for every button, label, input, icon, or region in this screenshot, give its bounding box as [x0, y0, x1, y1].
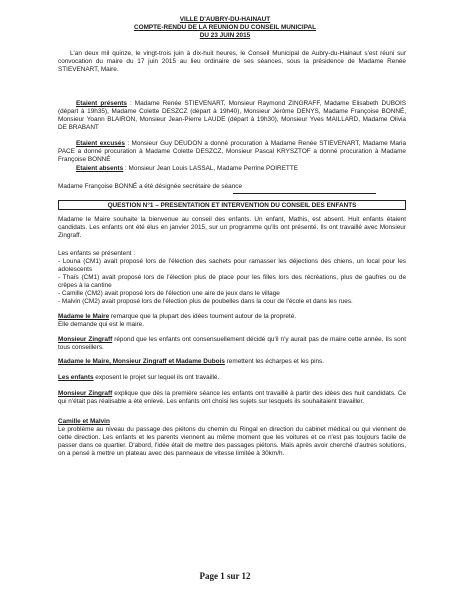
- maire-text: remarque que la plupart des idées tournent autour de la propreté.: [109, 313, 297, 320]
- children-list-intro: Les enfants se présentent :: [58, 250, 136, 257]
- present-label: Etaient présents: [76, 100, 127, 107]
- maire-paragraph: [58, 313, 406, 321]
- trio-text: remettent les écharpes et les pins.: [224, 358, 325, 365]
- children-project-paragraph: [58, 374, 406, 382]
- section-divider: [233, 193, 376, 194]
- zingraff2-label: Monsieur Zingraff: [58, 390, 113, 397]
- meeting-date: DU 23 JUIN 2015: [199, 32, 251, 39]
- zingraff-paragraph: [58, 336, 406, 352]
- excused-text: : Monsieur Guy DEUDON a donné procuration à Madame Renée STIEVENART, Madame Maria PACE a donné procuration à Madame Colette DESZCZ, Monsieur Pascal KRYSZTOF a donné procuration à Madame Françoise BONNÉ: [58, 140, 406, 164]
- sashes-paragraph: [58, 358, 406, 366]
- maire-question: Elle demande qui est le maire.: [58, 321, 144, 328]
- page-number: Page 1 sur 12: [199, 571, 251, 581]
- question-title: QUESTION N°1 – PRESENTATION ET INTERVENTION DU CONSEIL DES ENFANTS: [107, 202, 357, 209]
- report-title: COMPTE-RENDU DE LA REUNION DU CONSEIL MUNICIPAL: [133, 24, 317, 31]
- list-item: - Malvin (CM2) avait proposé lors de l'élection plus de poubelles dans la cour de l'école et dans les rues.: [58, 298, 353, 305]
- maire-label: Madame le Maire: [58, 313, 110, 320]
- question-title-box: [58, 200, 406, 210]
- enfants-text: exposent le projet sur lequel ils ont travaillé.: [93, 374, 220, 381]
- list-item: - Louna (CM1) avait proposé lors de l'élection des sachets pour ramasser les déjections des chiens, un local pour les adolescents: [58, 258, 406, 274]
- zingraff2-text: explique que dès la première séance les enfants ont travaillé à partir des idées des huit candidats. Ce qui n'était pas réalisable a été enlevé. Les enfants ont choisi les sujets sur lesquels ils souhaitaient travailler.: [58, 390, 407, 406]
- absent-label: Etaient absents: [76, 165, 124, 172]
- welcome-paragraph: Madame le Maire souhaite la bienvenue au conseil des enfants. Un enfant, Mathis, est absent. Huit enfants étaient candidats. Les enfants ont été élus en janvier 2015, sur un programme qu'ils ont présenté. Ils ont travaillé avec Monsieur Zingraff.: [58, 216, 406, 240]
- absent-paragraph: [58, 165, 406, 173]
- secretary-line: Madame Françoise BONNÉ a été désignée secrétaire de séance: [58, 183, 243, 190]
- list-item: - Thaïs (CM1) avait proposé lors de l'élection plus de place pour les filles lors des récréations, plus de gaufres ou de crêpes à la cantine: [58, 274, 406, 290]
- town-title: VILLE D'AUBRY-DU-HAINAUT: [179, 16, 271, 23]
- excused-label: Etaient excusés: [76, 140, 125, 147]
- excused-paragraph: [58, 140, 406, 164]
- zingraff-text: répond que les enfants ont consensuellement décidé qu'il n'y aurait pas de maire cette année. Ils sont tous conseillers.: [58, 336, 406, 352]
- enfants-label: Les enfants: [58, 374, 94, 381]
- present-text: : Madame Renée STIEVENART, Monsieur Raymond ZINGRAFF, Madame Elisabeth DUBOIS (départ à 19h35), Madame Colette DESZCZ (départ à 19h40), Monsieur Jérôme DENYS, Madame Françoise BONNÉ, Monsieur Yoann BLAIRON, Monsieur Jean-Pierre LAUDE (départ à 19h30), Monsieur Yves MAILLARD, Madame Olivia DE BRABANT: [58, 100, 406, 132]
- camille-malvin-heading: Camille et Malvin: [58, 418, 110, 425]
- list-item: - Camille (CM2) avait proposé lors de l'élection une aire de jeux dans le village: [58, 290, 280, 297]
- intro-paragraph: L'an deux mil quinze, le vingt-trois juin à dix-huit heures, le Conseil Municipal de Aubry-du-Hainaut s'est réuni sur convocation du maire du 17 juin 2015 au lieu ordinaire de ses séances, sous la présidence de Madame Renée STIEVENART, Maire.: [58, 50, 406, 74]
- zingraff-explain-paragraph: [58, 390, 406, 406]
- camille-malvin-paragraph: Le problème au niveau du passage des piétons du chemin du Ringal en direction du cabinet médical ou qui viennent de cette direction. Les enfants et les parents viennent au même moment que les voitures et ce n'est pas toujours facile de passer dans ce quartier. D'abord, l'idée était de mettre des passages piétons. Mais après avoir cherché d'autres solutions, on a pensé à mettre un plateau avec des panneaux de vitesse limitée à 30km/h.: [58, 426, 406, 458]
- absent-text: : Monsieur Jean Louis LASSAL, Madame Perrine POIRETTE: [123, 165, 298, 172]
- present-paragraph: [58, 100, 406, 132]
- trio-label: Madame le Maire, Monsieur Zingraff et Madame Dubois: [58, 358, 225, 365]
- zingraff-label: Monsieur Zingraff: [58, 336, 113, 343]
